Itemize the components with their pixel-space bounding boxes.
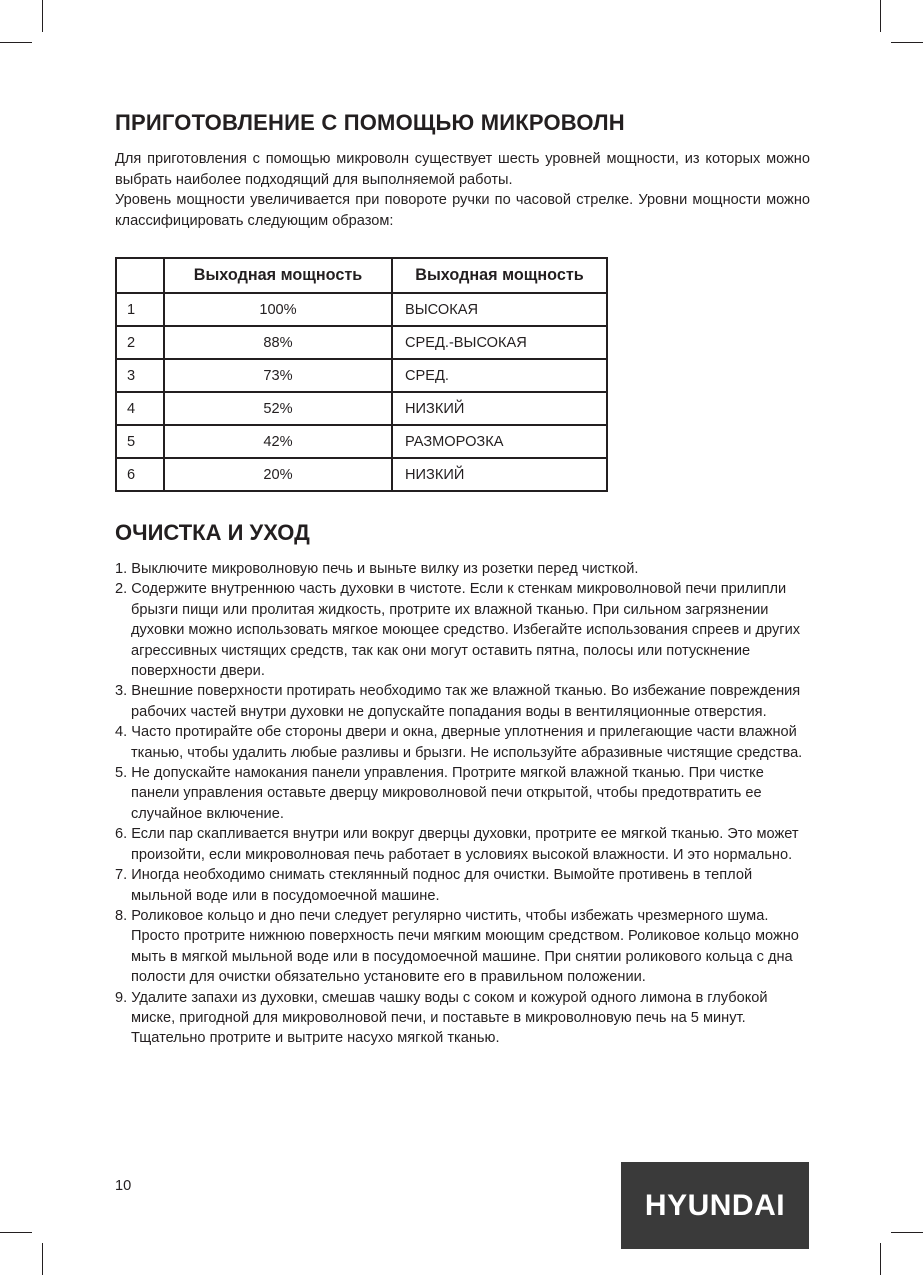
intro-paragraph: Уровень мощности увеличивается при повороте ручки по часовой стрелке. Уровни мощности можно классифицировать следующим образом:: [115, 192, 810, 229]
list-item: 1. Выключите микроволновую печь и выньте вилку из розетки перед чисткой.: [115, 561, 639, 577]
row-number: 4: [116, 392, 164, 425]
intro-text: [115, 149, 810, 231]
list-item: 8. Роликовое кольцо и дно печи следует регулярно чистить, чтобы избежать чрезмерного шума. Просто протрите нижнюю поверхность печи мягким моющим средством. Роликовое кольцо можно мыть в мягкой мыльной воде или в посудомоечной машине. При снятии роликового кольца с дна полости для очистки обязательно установите его в правильном положении.: [115, 907, 799, 986]
row-percent: 42%: [164, 425, 392, 458]
table-row: [116, 359, 607, 392]
table-header-output-power: Выходная мощность: [392, 258, 607, 293]
crop-mark-bottom-right-v: [880, 1243, 881, 1275]
list-item: 2. Содержите внутреннюю часть духовки в чистоте. Если к стенкам микроволновой печи прилипли брызги пищи или пролитая жидкость, протрите их влажной тканью. При сильном загрязнении духовки можно использовать мягкое моющее средство. Избегайте использования спреев и других агрессивных чистящих средств, так как они могут оставить пятна, полосы или потускнение поверхности двери.: [115, 581, 801, 680]
row-level: НИЗКИЙ: [392, 392, 607, 425]
row-level: НИЗКИЙ: [392, 458, 607, 491]
row-percent: 88%: [164, 326, 392, 359]
list-item: 5. Не допускайте намокания панели управления. Протрите мягкой влажной тканью. При чистке панели управления оставьте дверцу микроволновой печи открытой, чтобы предотвратить ее случайное включение.: [115, 765, 764, 822]
row-percent: 52%: [164, 392, 392, 425]
table-row: [116, 392, 607, 425]
intro-paragraph: Для приготовления с помощью микроволн существует шесть уровней мощности, из которых можно выбрать наиболее подходящий для выполняемой работы.: [115, 151, 810, 188]
row-number: 3: [116, 359, 164, 392]
row-number: 5: [116, 425, 164, 458]
row-level: РАЗМОРОЗКА: [392, 425, 607, 458]
list-item: 9. Удалите запахи из духовки, смешав чашку воды с соком и кожурой одного лимона в глубокой миске, пригодной для микроволновой печи, и поставьте в микроволновую печь на 5 минут. Тщательно протрите и вытрите насухо мягкой тканью.: [115, 989, 768, 1047]
crop-mark-top-right-h: [891, 42, 923, 43]
row-number: 2: [116, 326, 164, 359]
list-item: 4. Часто протирайте обе стороны двери и окна, дверные уплотнения и прилегающие части влажной тканью, чтобы удалить любые разливы и брызги. Не используйте абразивные чистящие средства.: [115, 724, 803, 761]
list-item: 7. Иногда необходимо снимать стеклянный поднос для очистки. Вымойте противень в теплой мыльной воде или в посудомоечной машине.: [115, 867, 753, 904]
row-level: СРЕД.-ВЫСОКАЯ: [392, 326, 607, 359]
table-row: [116, 326, 607, 359]
row-level: ВЫСОКАЯ: [392, 293, 607, 326]
table-header-output-power: Выходная мощность: [164, 258, 392, 293]
brand-logo: [621, 1162, 809, 1249]
crop-mark-bottom-left-h: [0, 1232, 32, 1233]
table-row: [116, 293, 607, 326]
crop-mark-top-left-v: [42, 0, 43, 32]
table-header-num: [116, 258, 164, 293]
row-level: СРЕД.: [392, 359, 607, 392]
table-row: [116, 458, 607, 491]
brand-logo-text: HYUNDAI: [644, 1188, 786, 1222]
list-item: 6. Если пар скапливается внутри или вокруг дверцы духовки, протрите ее мягкой тканью. Это может произойти, если микроволновая печь работает в условиях высокой влажности. И это нормально.: [115, 826, 799, 863]
crop-mark-top-right-v: [880, 0, 881, 32]
row-percent: 73%: [164, 359, 392, 392]
row-percent: 100%: [164, 293, 392, 326]
crop-mark-bottom-right-h: [891, 1232, 923, 1233]
page-content: [115, 108, 810, 1049]
row-number: 1: [116, 293, 164, 326]
row-percent: 20%: [164, 458, 392, 491]
section-title-cleaning: ОЧИСТКА И УХОД: [115, 520, 310, 545]
crop-mark-top-left-h: [0, 42, 32, 43]
list-item: 3. Внешние поверхности протирать необходимо так же влажной тканью. Во избежание повреждения рабочих частей внутри духовки не допускайте попадания воды в вентиляционные отверстия.: [115, 683, 801, 720]
cleaning-instructions-list: [115, 559, 810, 1049]
table-row: [116, 425, 607, 458]
crop-mark-bottom-left-v: [42, 1243, 43, 1275]
row-number: 6: [116, 458, 164, 491]
power-levels-table: [115, 257, 608, 492]
section-title-microwave: ПРИГОТОВЛЕНИЕ С ПОМОЩЬЮ МИКРОВОЛН: [115, 110, 625, 135]
table-header-row: [116, 258, 607, 293]
page-number: 10: [115, 1178, 132, 1194]
